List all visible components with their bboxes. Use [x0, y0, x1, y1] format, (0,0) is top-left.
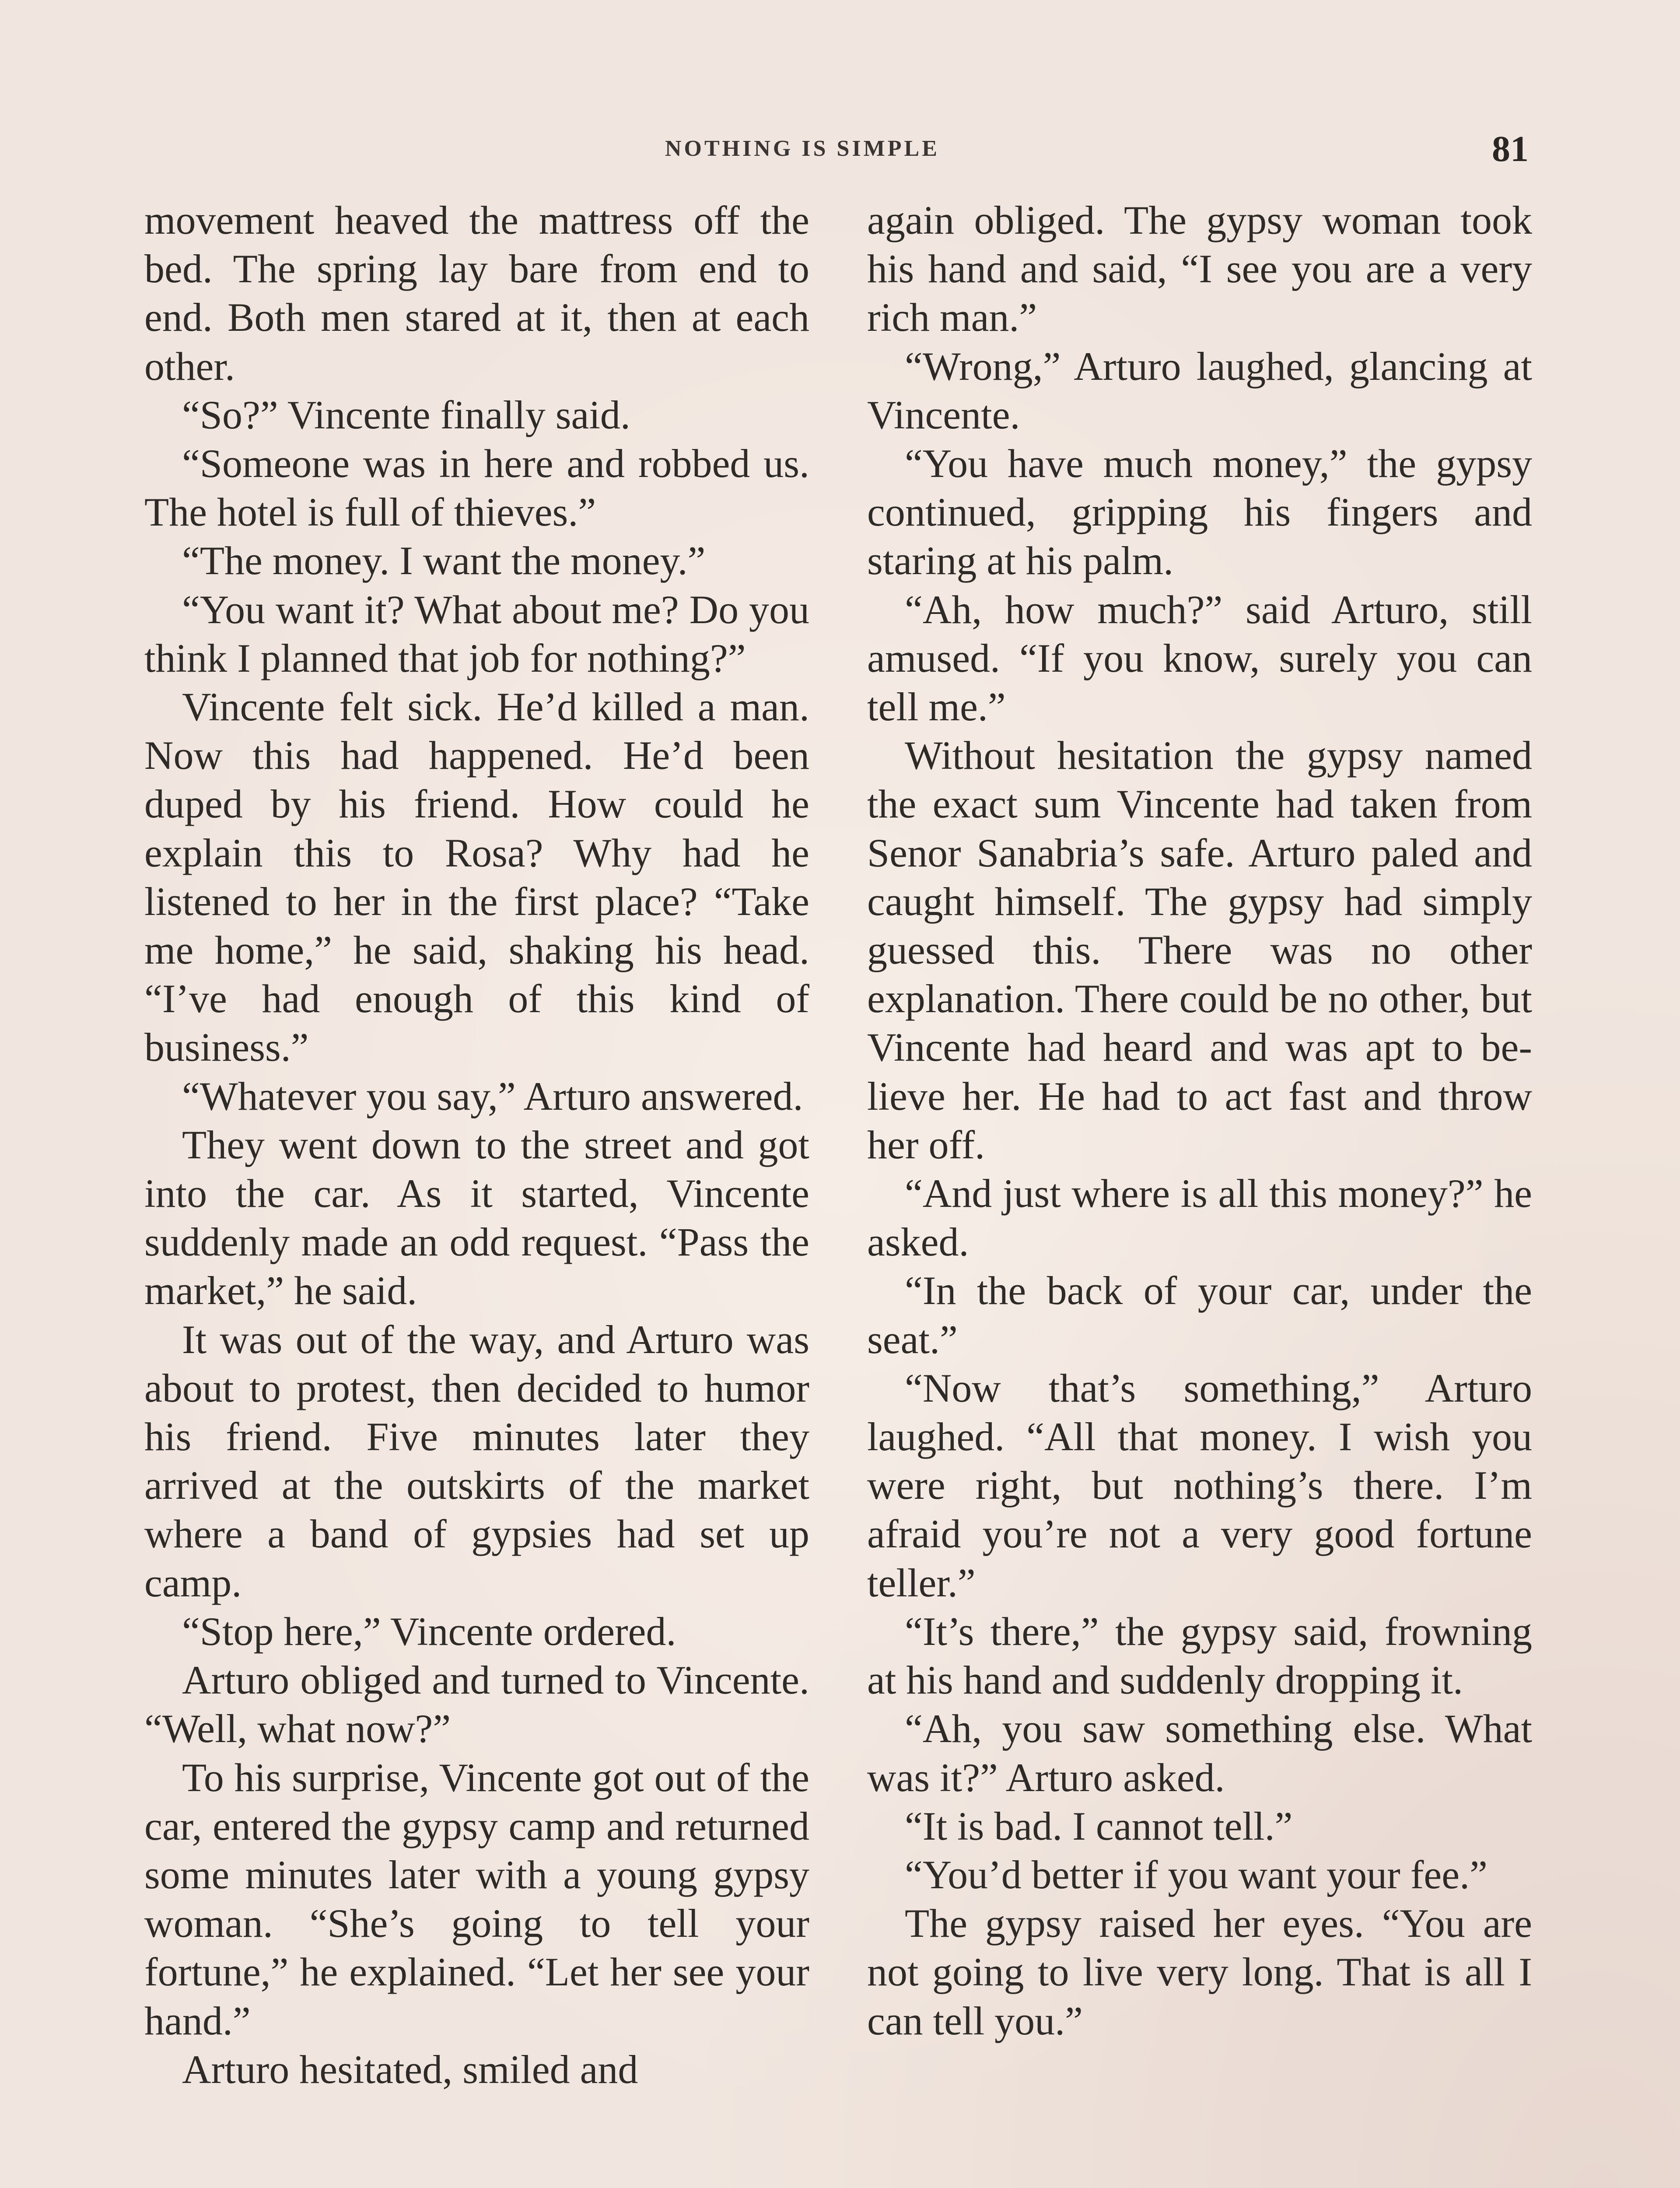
paragraph: Arturo obliged and turned to Vincente. “Well, what now?”: [144, 1658, 809, 1751]
paragraph: “Ah, you saw something else. What was it?” Arturo asked.: [867, 1706, 1532, 1800]
left-column: [144, 196, 809, 2094]
paragraph: It was out of the way, and Arturo was about to protest, then decided to humor his friend. Five minutes later they arrived at the outskirts of the market where a band of gypsies had set up camp.: [144, 1317, 809, 1605]
paragraph: Without hesitation the gypsy named the exact sum Vincente had taken from Senor Sanabria’s safe. Arturo paled and caught himself. The gypsy had simply guessed this. There was no other explanation. There could be no other, but Vincente had heard and was apt to believe her. He had to act fast and throw her off.: [867, 733, 1532, 1167]
page-number: 81: [1492, 129, 1529, 169]
paragraph: “You have much money,” the gypsy continued, gripping his fingers and staring at his palm.: [867, 441, 1532, 583]
paragraph: Arturo hesitated, smiled and: [182, 2047, 638, 2092]
paragraph: “It is bad. I cannot tell.”: [905, 1803, 1293, 1848]
paragraph: The gypsy raised her eyes. “You are not going to live very long. That is all I can tell you.”: [867, 1901, 1532, 2043]
paragraph: “Someone was in here and robbed us. The hotel is full of thieves.”: [144, 441, 809, 535]
paragraph: Vincente felt sick. He’d killed a man. Now this had happened. He’d been duped by his friend. How could he explain this to Rosa? Why had he listened to her in the first place? “Take me home,” he said, shaking his head. “I’ve had enough of this kind of business.”: [144, 684, 809, 1070]
paragraph: “You want it? What about me? Do you think I planned that job for nothing?”: [144, 587, 809, 680]
paragraph: “The money. I want the money.”: [182, 538, 706, 583]
paragraph: To his surprise, Vincente got out of the car, entered the gypsy camp and returned some minutes later with a young gypsy woman. “She’s going to tell your fortune,” he explained. “Let her see your hand.”: [144, 1755, 809, 2043]
running-title: NOTHING IS SIMPLE: [665, 136, 940, 161]
paragraph: They went down to the street and got into the car. As it started, Vincente suddenly made an odd request. “Pass the market,” he said.: [144, 1122, 809, 1313]
paragraph: “So?” Vincente finally said.: [182, 392, 630, 437]
paragraph: “It’s there,” the gypsy said, frowning at his hand and suddenly dropping it.: [867, 1609, 1532, 1703]
paragraph: “And just where is all this money?” he asked.: [867, 1171, 1532, 1265]
paragraph: again obliged. The gypsy woman took his hand and said, “I see you are a very rich man.”: [867, 198, 1532, 340]
paragraph: “Now that’s something,” Arturo laughed. “All that money. I wish you were right, but nothing’s there. I’m afraid you’re not a very good fortune teller.”: [867, 1365, 1532, 1605]
paragraph: “In the back of your car, under the seat.”: [867, 1268, 1532, 1362]
paragraph: “Wrong,” Arturo laughed, glancing at Vincente.: [867, 344, 1532, 437]
paragraph: “You’d better if you want your fee.”: [905, 1852, 1488, 1897]
page-header: [0, 131, 1680, 171]
paragraph: “Ah, how much?” said Arturo, still amused. “If you know, surely you can tell me.”: [867, 587, 1532, 729]
paragraph: movement heaved the mattress off the bed. The spring lay bare from end to end. Both men stared at it, then at each other.: [144, 198, 809, 389]
paragraph: “Stop here,” Vincente ordered.: [182, 1609, 676, 1654]
paragraph: “Whatever you say,” Arturo answered.: [182, 1073, 803, 1119]
right-column: [867, 196, 1532, 2045]
